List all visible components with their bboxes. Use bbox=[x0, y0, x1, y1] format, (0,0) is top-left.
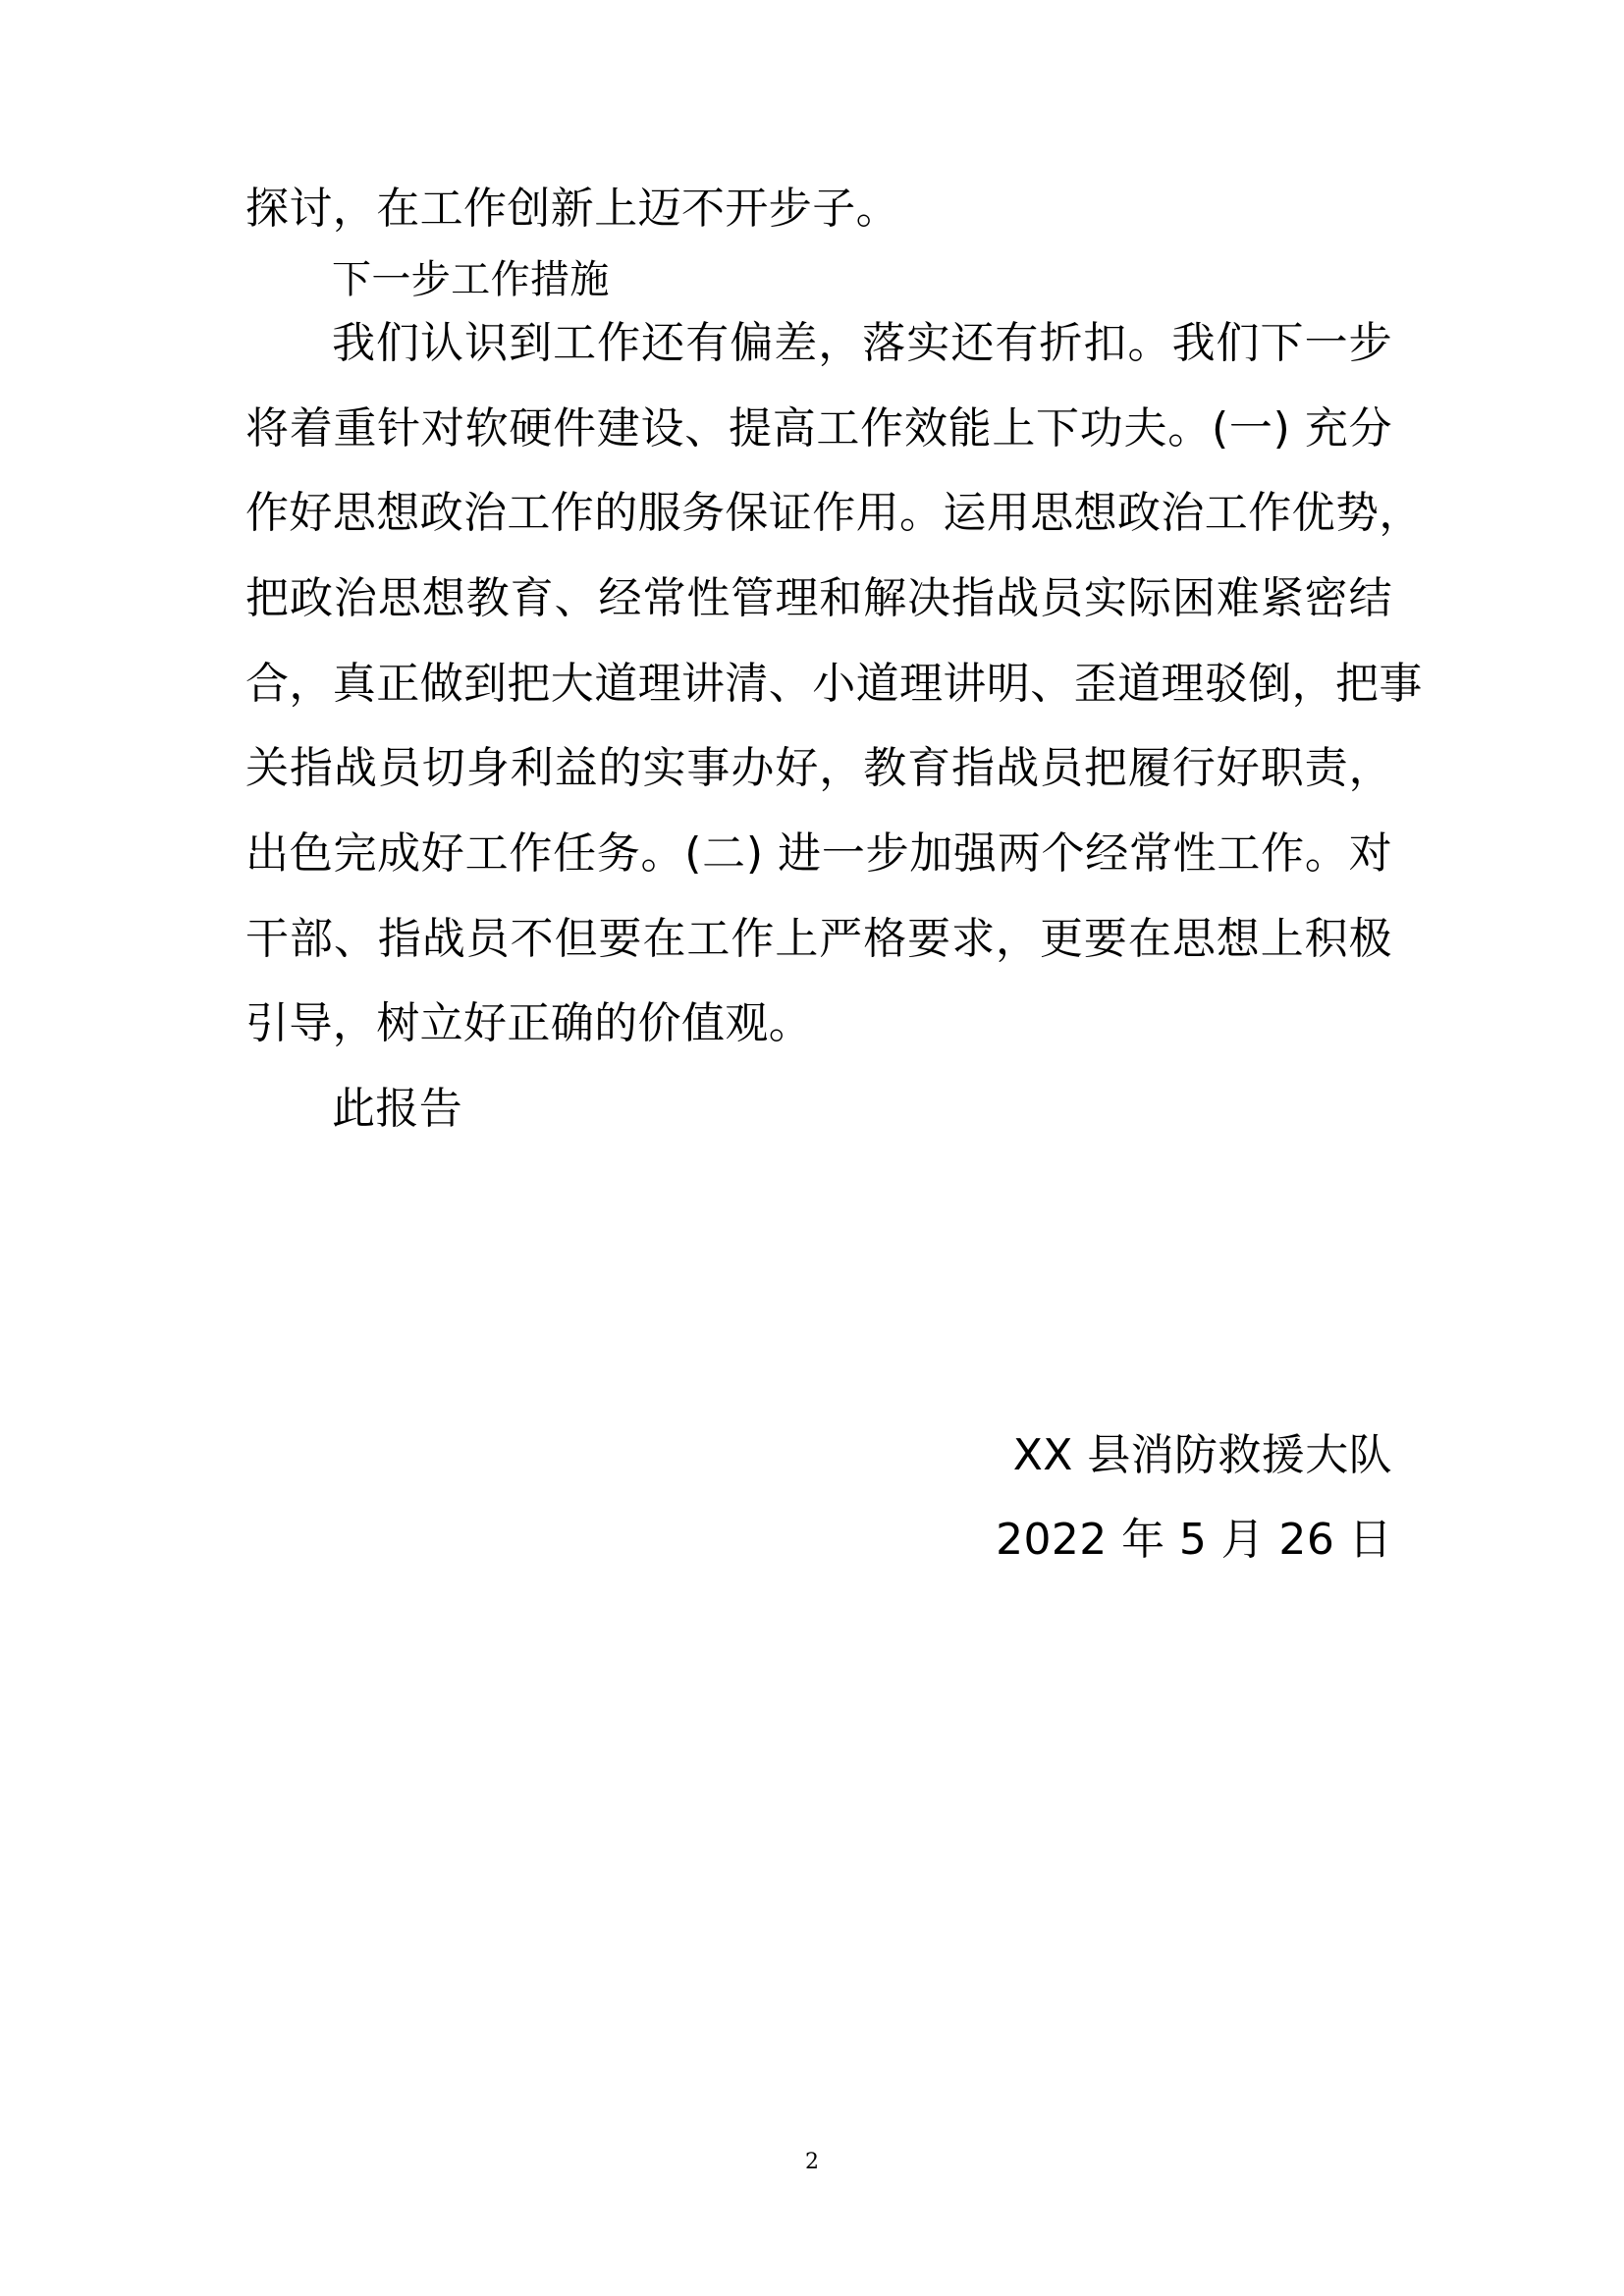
paragraph-line: 探讨，在工作创新上迈不开步子。 bbox=[245, 184, 899, 234]
section-heading: 下一步工作措施 bbox=[332, 257, 610, 302]
paragraph-line: 关指战员切身利益的实事办好，教育指战员把履行好职责， bbox=[245, 743, 1392, 793]
paragraph-line: 引导，树立好正确的价值观。 bbox=[245, 998, 813, 1048]
signature-date: 2022 年 5 月 26 日 bbox=[996, 1515, 1392, 1565]
paragraph-line: 干部、指战员不但要在工作上严格要求，更要在思想上积极 bbox=[245, 914, 1392, 964]
paragraph-line: 我们认识到工作还有偏差，落实还有折扣。我们下一步 bbox=[332, 318, 1392, 368]
signature-organization: XX 县消防救援大队 bbox=[1012, 1430, 1392, 1480]
page-number: 2 bbox=[805, 2150, 819, 2174]
paragraph-line: 将着重针对软硬件建设、提高工作效能上下功夫。(一) 充分 bbox=[245, 403, 1392, 454]
paragraph-line: 出色完成好工作任务。(二) 进一步加强两个经常性工作。对 bbox=[245, 828, 1392, 879]
closing-line: 此报告 bbox=[332, 1084, 463, 1134]
paragraph-line: 合，真正做到把大道理讲清、小道理讲明、歪道理驳倒，把事 bbox=[245, 659, 1423, 709]
paragraph-line: 作好思想政治工作的服务保证作用。运用思想政治工作优势， bbox=[245, 488, 1423, 538]
paragraph-line: 把政治思想教育、经常性管理和解决指战员实际困难紧密结 bbox=[245, 573, 1392, 623]
